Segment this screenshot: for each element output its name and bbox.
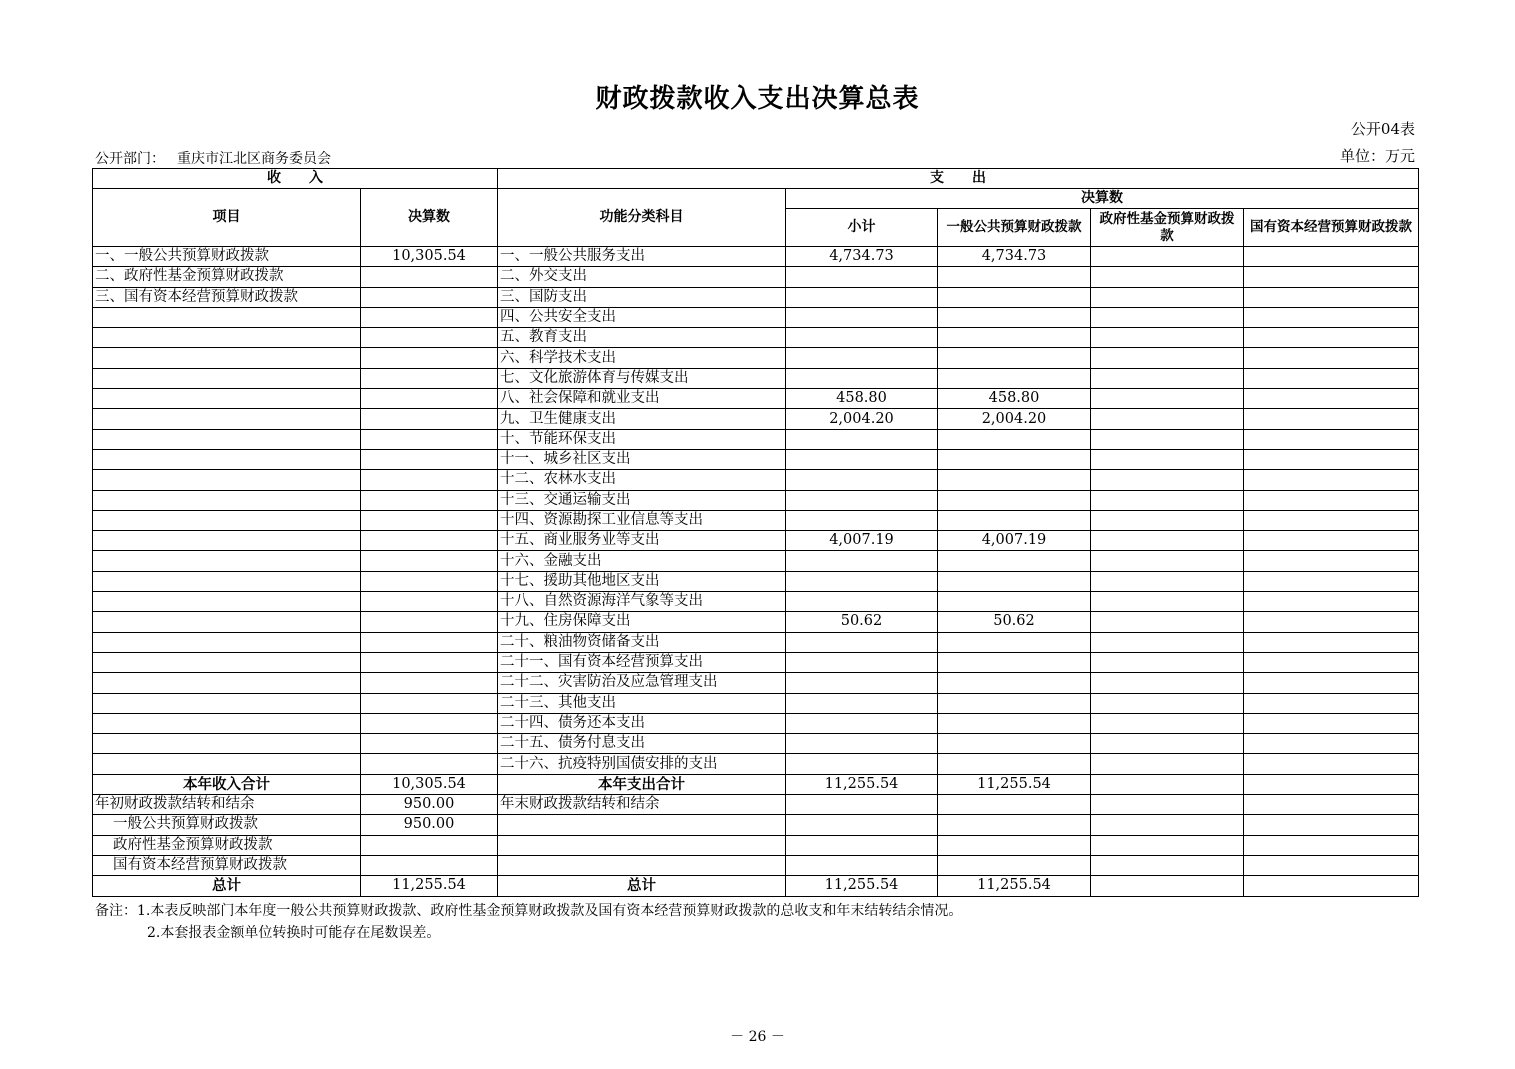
expense-subject-cell: 五、教育支出 [498,328,786,348]
grand-total-row [93,876,1419,896]
gov-fund-cell [1091,693,1244,713]
subtotal-cell [786,734,938,754]
gov-fund-cell [1091,876,1244,896]
expense-subject-cell: 二十六、抗疫特别国债安排的支出 [498,754,786,774]
income-amount-cell [361,551,498,571]
income-item-cell [93,368,361,388]
table-row [93,571,1419,591]
income-amount-cell [361,754,498,774]
income-item-cell [93,389,361,409]
subtotal-cell [786,632,938,652]
income-amount-cell [361,592,498,612]
page-title: 财政拨款收入支出决算总表 [595,84,920,114]
table-row [93,632,1419,652]
income-amount-cell [361,531,498,551]
gov-fund-cell [1091,632,1244,652]
carry-row [93,835,1419,855]
income-amount-cell [361,835,498,855]
state-capital-header: 国有资本经营预算财政拨款 [1244,209,1419,247]
general-budget-header: 一般公共预算财政拨款 [938,209,1091,247]
gov-fund-header: 政府性基金预算财政拨款 [1091,209,1244,247]
general-budget-cell [938,571,1091,591]
income-item-cell [93,531,361,551]
table-row [93,247,1419,267]
income-amount-cell: 10,305.54 [361,247,498,267]
general-budget-cell [938,815,1091,835]
gov-fund-cell [1091,409,1244,429]
income-amount-cell [361,470,498,490]
carry-row [93,855,1419,875]
department-line [95,148,331,168]
note-2: 2.本套报表金额单位转换时可能存在尾数误差。 [147,925,441,941]
subtotal-cell: 11,255.54 [786,876,938,896]
table-row [93,673,1419,693]
gov-fund-cell [1091,510,1244,530]
state-capital-cell [1244,409,1419,429]
carry-row [93,795,1419,815]
state-capital-cell [1244,267,1419,287]
gov-fund-cell [1091,815,1244,835]
income-amount-cell [361,734,498,754]
income-amount-cell [361,307,498,327]
expense-subject-cell [498,835,786,855]
expense-subject-cell: 十八、自然资源海洋气象等支出 [498,592,786,612]
expense-subject-cell: 二十三、其他支出 [498,693,786,713]
note-1: 备注：1.本表反映部门本年度一般公共预算财政拨款、政府性基金预算财政拨款及国有资本经营预算财政拨款的总收支和年末结转结余情况。 [95,903,963,919]
expense-subject-cell: 三、国防支出 [498,287,786,307]
gov-fund-cell [1091,389,1244,409]
table-row [93,389,1419,409]
income-amount-cell [361,267,498,287]
income-item-cell: 三、国有资本经营预算财政拨款 [93,287,361,307]
income-amount-cell [361,510,498,530]
gov-fund-cell [1091,855,1244,875]
subtotal-cell [786,713,938,733]
income-amount-cell [361,429,498,449]
subtotal-cell [786,673,938,693]
subtotal-cell [786,307,938,327]
general-budget-cell [938,449,1091,469]
gov-fund-cell [1091,612,1244,632]
state-capital-cell [1244,531,1419,551]
state-capital-cell [1244,571,1419,591]
subtotal-cell [786,490,938,510]
state-capital-cell [1244,795,1419,815]
state-capital-cell [1244,368,1419,388]
income-item-cell [93,307,361,327]
subtotal-cell [786,754,938,774]
page-number: － 26 － [730,1029,785,1045]
state-capital-cell [1244,815,1419,835]
fiscal-summary-table [92,168,1419,897]
gov-fund-cell [1091,652,1244,672]
general-budget-cell: 11,255.54 [938,876,1091,896]
state-capital-cell [1244,429,1419,449]
expense-subject-cell: 十一、城乡社区支出 [498,449,786,469]
income-amount-cell [361,409,498,429]
gov-fund-cell [1091,328,1244,348]
general-budget-cell: 2,004.20 [938,409,1091,429]
income-item-cell [93,632,361,652]
table-row [93,754,1419,774]
income-item-cell [93,754,361,774]
table-row [93,470,1419,490]
state-capital-cell [1244,449,1419,469]
general-budget-cell [938,470,1091,490]
expense-subject-cell: 年末财政拨款结转和结余 [498,795,786,815]
state-capital-cell [1244,754,1419,774]
expense-subject-cell: 总计 [498,876,786,896]
income-item-cell [93,713,361,733]
income-item-cell [93,693,361,713]
general-budget-cell [938,551,1091,571]
expense-subject-cell: 二十一、国有资本经营预算支出 [498,652,786,672]
general-budget-cell [938,267,1091,287]
general-budget-cell [938,348,1091,368]
expense-subject-cell: 一、一般公共服务支出 [498,247,786,267]
state-capital-cell [1244,389,1419,409]
income-item-cell: 一、一般公共预算财政拨款 [93,247,361,267]
general-budget-cell: 50.62 [938,612,1091,632]
expense-subject-cell: 十六、金融支出 [498,551,786,571]
subtotal-cell [786,795,938,815]
table-row [93,490,1419,510]
state-capital-cell [1244,490,1419,510]
state-capital-cell [1244,713,1419,733]
general-budget-cell [938,652,1091,672]
subtotal-cell: 50.62 [786,612,938,632]
income-amount-cell [361,693,498,713]
income-item-cell: 总计 [93,876,361,896]
subtotal-cell [786,571,938,591]
expense-subject-cell: 六、科学技术支出 [498,348,786,368]
income-amount-cell [361,449,498,469]
table-row [93,328,1419,348]
table-row [93,652,1419,672]
subtotal-cell [786,510,938,530]
expense-subject-cell: 十九、住房保障支出 [498,612,786,632]
general-budget-cell [938,835,1091,855]
general-budget-cell [938,592,1091,612]
income-amount-cell: 10,305.54 [361,774,498,794]
subtotal-cell [786,267,938,287]
gov-fund-cell [1091,571,1244,591]
subtotal-cell [786,592,938,612]
gov-fund-cell [1091,835,1244,855]
income-item-cell: 一般公共预算财政拨款 [93,815,361,835]
state-capital-cell [1244,307,1419,327]
expense-subject-cell: 十三、交通运输支出 [498,490,786,510]
expense-subject-cell [498,855,786,875]
state-capital-cell [1244,551,1419,571]
gov-fund-cell [1091,368,1244,388]
subtotal-cell [786,652,938,672]
subtotal-cell [786,815,938,835]
state-capital-cell [1244,287,1419,307]
income-item-cell [93,612,361,632]
gov-fund-cell [1091,592,1244,612]
gov-fund-cell [1091,713,1244,733]
income-header: 收 入 [93,169,498,189]
income-item-cell [93,449,361,469]
table-row [93,368,1419,388]
general-budget-cell: 11,255.54 [938,774,1091,794]
gov-fund-cell [1091,531,1244,551]
income-amount-cell [361,287,498,307]
subtotal-header: 小计 [786,209,938,247]
table-row [93,693,1419,713]
general-budget-cell: 458.80 [938,389,1091,409]
table-row [93,287,1419,307]
gov-fund-cell [1091,673,1244,693]
income-item-cell [93,652,361,672]
state-capital-cell [1244,673,1419,693]
table-row [93,551,1419,571]
expense-subject-cell: 本年支出合计 [498,774,786,794]
general-budget-cell [938,795,1091,815]
general-budget-cell [938,368,1091,388]
expense-subject-cell: 二、外交支出 [498,267,786,287]
gov-fund-cell [1091,287,1244,307]
gov-fund-cell [1091,734,1244,754]
income-amount-cell [361,571,498,591]
expense-header: 支 出 [498,169,1419,189]
income-amount-cell [361,328,498,348]
table-row [93,713,1419,733]
gov-fund-cell [1091,490,1244,510]
expense-subject-cell: 四、公共安全支出 [498,307,786,327]
gov-fund-cell [1091,754,1244,774]
state-capital-cell [1244,348,1419,368]
table-row [93,612,1419,632]
income-item-cell [93,409,361,429]
expense-subject-cell: 十、节能环保支出 [498,429,786,449]
income-item-cell [93,673,361,693]
income-item-cell [93,490,361,510]
income-item-cell [93,348,361,368]
state-capital-cell [1244,612,1419,632]
subtotal-cell: 4,734.73 [786,247,938,267]
gov-fund-cell [1091,774,1244,794]
general-budget-cell [938,632,1091,652]
state-capital-cell [1244,247,1419,267]
state-capital-cell [1244,876,1419,896]
income-amount-cell [361,368,498,388]
expense-subject-cell: 二十四、债务还本支出 [498,713,786,733]
gov-fund-cell [1091,247,1244,267]
subtotal-cell [786,348,938,368]
income-item-cell: 二、政府性基金预算财政拨款 [93,267,361,287]
expense-subject-cell: 十五、商业服务业等支出 [498,531,786,551]
gov-fund-cell [1091,551,1244,571]
state-capital-cell [1244,855,1419,875]
state-capital-cell [1244,652,1419,672]
table-row [93,429,1419,449]
gov-fund-cell [1091,429,1244,449]
state-capital-cell [1244,510,1419,530]
subtotal-cell [786,287,938,307]
general-budget-cell [938,673,1091,693]
expense-subject-cell: 二十五、债务付息支出 [498,734,786,754]
income-item-cell: 年初财政拨款结转和结余 [93,795,361,815]
table-row [93,592,1419,612]
table-row [93,449,1419,469]
subtotal-cell [786,551,938,571]
income-item-cell [93,328,361,348]
income-amount-cell [361,652,498,672]
income-item-cell [93,571,361,591]
gov-fund-cell [1091,348,1244,368]
table-row [93,307,1419,327]
state-capital-cell [1244,592,1419,612]
state-capital-cell [1244,774,1419,794]
department-name: 重庆市江北区商务委员会 [177,151,331,167]
expense-subject-cell: 八、社会保障和就业支出 [498,389,786,409]
general-budget-cell [938,429,1091,449]
income-amount-cell: 950.00 [361,815,498,835]
subtotal-cell [786,693,938,713]
table-row [93,510,1419,530]
expense-subject-cell: 十二、农林水支出 [498,470,786,490]
unit-label: 单位：万元 [1339,147,1415,165]
income-item-cell [93,510,361,530]
income-item-cell: 政府性基金预算财政拨款 [93,835,361,855]
year-total-row [93,774,1419,794]
expense-subject-cell: 九、卫生健康支出 [498,409,786,429]
gov-fund-cell [1091,795,1244,815]
general-budget-cell [938,734,1091,754]
table-row [93,409,1419,429]
gov-fund-cell [1091,307,1244,327]
income-amount-cell [361,490,498,510]
state-capital-cell [1244,835,1419,855]
income-amount-cell [361,389,498,409]
state-capital-cell [1244,632,1419,652]
subtotal-cell [786,449,938,469]
income-amount-cell [361,632,498,652]
subtotal-cell [786,855,938,875]
general-budget-cell [938,855,1091,875]
subtotal-cell: 11,255.54 [786,774,938,794]
table-row [93,531,1419,551]
general-budget-cell [938,328,1091,348]
expense-subject-cell: 七、文化旅游体育与传媒支出 [498,368,786,388]
subtotal-cell [786,328,938,348]
subtotal-cell: 458.80 [786,389,938,409]
income-item-cell: 本年收入合计 [93,774,361,794]
income-item-cell [93,734,361,754]
income-amount-cell [361,612,498,632]
expense-subject-cell [498,815,786,835]
state-capital-cell [1244,693,1419,713]
expense-subject-cell: 二十二、灾害防治及应急管理支出 [498,673,786,693]
expense-subject-cell: 十四、资源勘探工业信息等支出 [498,510,786,530]
table-row [93,348,1419,368]
income-amount-cell: 950.00 [361,795,498,815]
gov-fund-cell [1091,470,1244,490]
subtotal-cell [786,835,938,855]
general-budget-cell [938,693,1091,713]
subtotal-cell [786,470,938,490]
subtotal-cell: 2,004.20 [786,409,938,429]
final-amount-header: 决算数 [786,189,1419,209]
general-budget-cell [938,754,1091,774]
gov-fund-cell [1091,267,1244,287]
general-budget-cell: 4,734.73 [938,247,1091,267]
income-item-cell [93,470,361,490]
income-item-cell [93,592,361,612]
function-subject-header: 功能分类科目 [498,189,786,247]
state-capital-cell [1244,734,1419,754]
item-header: 项目 [93,189,361,247]
subtotal-cell [786,368,938,388]
income-amount-cell [361,855,498,875]
department-label: 公开部门： [95,151,165,167]
income-amount-cell: 11,255.54 [361,876,498,896]
income-amount-header: 决算数 [361,189,498,247]
income-item-cell [93,429,361,449]
income-item-cell: 国有资本经营预算财政拨款 [93,855,361,875]
subtotal-cell: 4,007.19 [786,531,938,551]
gov-fund-cell [1091,449,1244,469]
income-item-cell [93,551,361,571]
carry-row [93,815,1419,835]
state-capital-cell [1244,470,1419,490]
general-budget-cell [938,510,1091,530]
subtotal-cell [786,429,938,449]
expense-subject-cell: 十七、援助其他地区支出 [498,571,786,591]
table-row [93,267,1419,287]
income-amount-cell [361,673,498,693]
form-number: 公开04表 [1350,120,1415,138]
general-budget-cell [938,287,1091,307]
state-capital-cell [1244,328,1419,348]
income-amount-cell [361,713,498,733]
expense-subject-cell: 二十、粮油物资储备支出 [498,632,786,652]
general-budget-cell [938,490,1091,510]
general-budget-cell [938,713,1091,733]
income-amount-cell [361,348,498,368]
table-row [93,734,1419,754]
general-budget-cell: 4,007.19 [938,531,1091,551]
general-budget-cell [938,307,1091,327]
notes [95,900,962,944]
